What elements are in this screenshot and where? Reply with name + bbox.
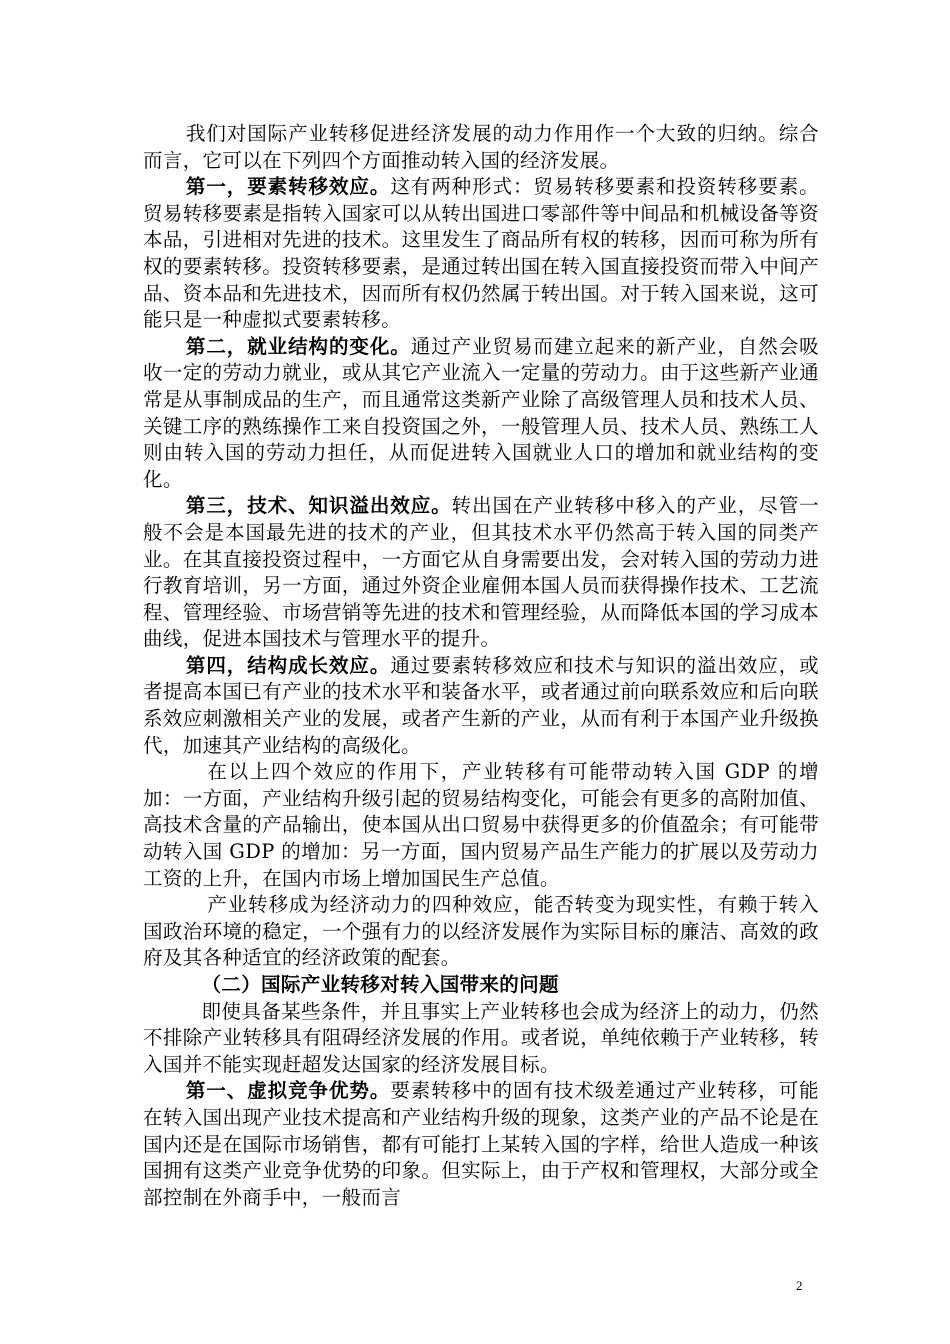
paragraph-lead: 第四，结构成长效应。 [185,653,391,677]
body-text [143,121,819,1211]
problems-intro-paragraph [143,999,819,1079]
intro-paragraph [143,121,819,174]
paragraph-lead: 第一，要素转移效应。 [185,175,391,199]
paragraph-text: 即使具备某些条件，并且事实上产业转移也会成为经济上的动力，仍然不排除产业转移具有阻碍经济发展的作用。或者说，单纯依赖于产业转移，转入国并不能实现赶超发达国家的经济发展目标。 [143,999,819,1076]
section-heading: （二）国际产业转移对转入国带来的问题 [201,973,559,996]
paragraph-lead: 第三，技术、知识溢出效应。 [185,494,452,518]
paragraph-text: 在以上四个效应的作用下，产业转移有可能带动转入国 GDP 的增加：一方面，产业结构升级引起的贸易结构变化，可能会有更多的高附加值、高技术含量的产品输出，使本国从出口贸易中获得更多的价值盈余；有可能带动转入国 GDP 的增加：另一方面，国内贸易产品生产能力的扩展以及劳动力工资的上升，在国内市场上增加国民生产总值。 [143,760,819,890]
structural-growth-paragraph [143,653,819,759]
virtual-advantage-paragraph [143,1078,819,1211]
paragraph-lead: 第二，就业结构的变化。 [185,334,411,358]
paragraph-text: 我们对国际产业转移促进经济发展的动力作用作一个大致的归纳。综合而言，它可以在下列四个方面推动转入国的经济发展。 [143,122,819,172]
page-number: 2 [796,1278,803,1293]
conditions-paragraph [143,892,819,972]
paragraph-text: 产业转移成为经济动力的四种效应，能否转变为现实性，有赖于转入国政治环境的稳定，一个强有力的以经济发展作为实际目标的廉洁、高效的政府及其各种适宜的经济政策的配套。 [143,893,819,970]
knowledge-spillover-paragraph [143,493,819,653]
paragraph-text: 要素转移中的固有技术级差通过产业转移，可能在转入国出现产业技术提高和产业结构升级的现象，这类产业的产品不论是在国内还是在国际市场销售，都有可能打上某转入国的字样，给世人造成一种该国拥有这类产业竞争优势的印象。但实际上，由于产权和管理权，大部分或全部控制在外商手中，一般而言 [143,1079,819,1209]
paragraph-text: 通过要素转移效应和技术与知识的溢出效应，或者提高本国已有产业的技术水平和装备水平，或者通过前向联系效应和后向联系效应刺激相关产业的发展，或者产生新的产业，从而有利于本国产业升级换代，加速其产业结构的高级化。 [143,653,819,757]
element-transfer-paragraph [143,174,819,334]
paragraph-text: 转出国在产业转移中移入的产业，尽管一般不会是本国最先进的技术的产业，但其技术水平仍然高于转入国的同类产业。在其直接投资过程中，一方面它从自身需要出发，会对转入国的劳动力进行教育培训，另一方面，通过外资企业雇佣本国人员而获得操作技术、工艺流程、管理经验、市场营销等先进的技术和管理经验，从而降低本国的学习成本曲线，促进本国技术与管理水平的提升。 [143,494,819,651]
paragraph-text: 这有两种形式：贸易转移要素和投资转移要素。贸易转移要素是指转入国家可以从转出国进口零部件等中间品和机械设备等资本品，引进相对先进的技术。这里发生了商品所有权的转移，因而可称为所有权的要素转移。投资转移要素，是通过转出国在转入国直接投资而带入中间产品、资本品和先进技术，因而所有权仍然属于转出国。对于转入国来说，这可能只是一种虚拟式要素转移。 [143,175,819,332]
employment-structure-paragraph [143,334,819,494]
paragraph-lead: 第一、虚拟竞争优势。 [185,1079,391,1103]
paragraph-text: 通过产业贸易而建立起来的新产业，自然会吸收一定的劳动力就业，或从其它产业流入一定量的劳动力。由于这些新产业通常是从事制成品的生产，而且通常这类新产业除了高级管理人员和技术人员、关键工序的熟练操作工来自投资国之外，一般管理人员、技术人员、熟练工人则由转入国的劳动力担任，从而促进转入国就业人口的增加和就业结构的变化。 [143,334,819,491]
gdp-effect-paragraph [143,759,819,892]
